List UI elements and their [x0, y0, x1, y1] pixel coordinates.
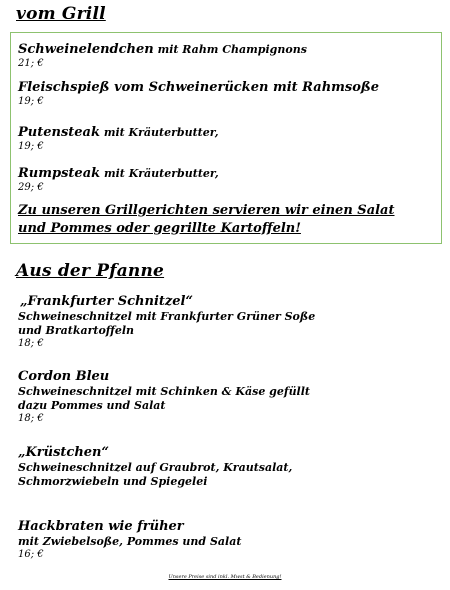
- item-desc: Schweineschnitzel mit Frankfurter Grüner Soße: [18, 310, 316, 324]
- item-desc: mit Zwiebelsoße, Pommes und Salat: [18, 535, 242, 549]
- item-desc: Schweineschnitzel mit Schinken & Käse gefüllt: [18, 385, 310, 399]
- menu-item: [18, 369, 310, 425]
- item-name: Cordon Bleu: [18, 369, 110, 384]
- item-name: Rumpsteak: [18, 166, 101, 181]
- item-price: 21; €: [18, 58, 44, 70]
- menu-item: [18, 121, 219, 154]
- menu-item: [18, 445, 292, 489]
- item-name: Fleischspieß vom Schweinerücken mit Rahmsoße: [18, 80, 380, 95]
- item-desc: mit Kräuterbutter,: [99, 126, 219, 139]
- item-price: 18; €: [18, 337, 44, 349]
- item-name: „Krüstchen“: [18, 445, 109, 460]
- item-name: Hackbraten wie früher: [18, 519, 184, 534]
- item-name: „Frankfurter Schnitzel“: [20, 294, 193, 309]
- item-desc: Schweineschnitzel auf Graubrot, Krautsalat,: [18, 461, 293, 475]
- note-line: und Pommes oder gegrillte Kartoffeln!: [18, 220, 301, 236]
- menu-item: [18, 519, 241, 562]
- item-desc: mit Kräuterbutter,: [100, 167, 219, 180]
- item-price: 29; €: [18, 182, 44, 194]
- menu-item: [18, 162, 219, 195]
- section-title-grill: vom Grill: [16, 4, 106, 24]
- note-line: Zu unseren Grillgerichten servieren wir einen Salat: [18, 203, 395, 218]
- item-desc: mit Rahm Champignons: [153, 43, 307, 56]
- footer-note: Unsere Preise sind inkl. Mwst & Bedienung!: [168, 574, 282, 580]
- item-price: 19; €: [18, 141, 44, 153]
- item-name: Putensteak: [18, 125, 100, 140]
- menu-item: [18, 294, 315, 350]
- menu-item: [18, 80, 379, 109]
- item-price: 18; €: [18, 412, 44, 424]
- item-desc: Schmorzwiebeln und Spiegelei: [18, 475, 208, 488]
- grill-side-note: [18, 202, 438, 237]
- item-price: 16; €: [18, 549, 44, 560]
- menu-item: [18, 38, 307, 71]
- item-desc: dazu Pommes und Salat: [18, 399, 166, 412]
- section-title-pfanne: Aus der Pfanne: [16, 261, 165, 281]
- item-name: Schweinelendchen: [18, 42, 154, 57]
- item-desc: und Bratkartoffeln: [18, 324, 135, 337]
- item-price: 19; €: [18, 96, 44, 108]
